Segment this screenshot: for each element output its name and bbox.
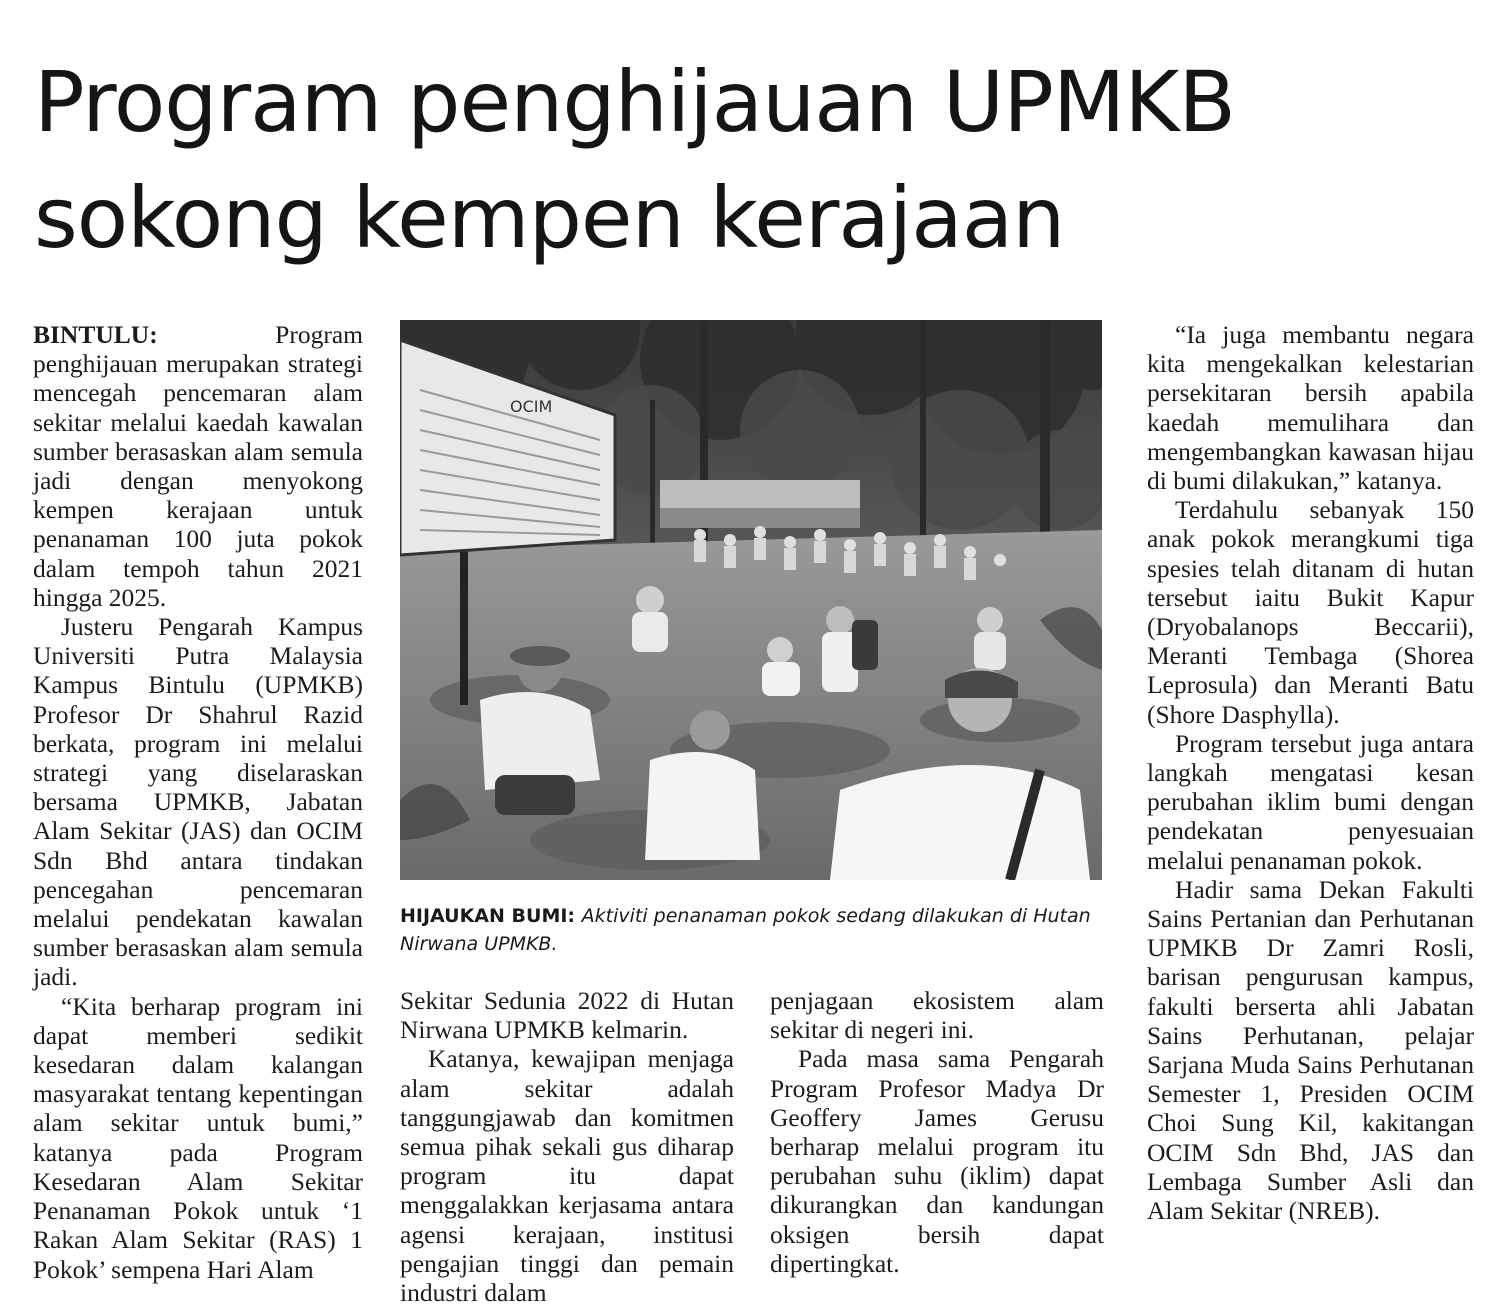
caption-label: HIJAUKAN BUMI:	[400, 905, 576, 927]
paragraph: “Kita berharap program ini dapat memberi sedikit kesedaran dalam kalangan masyarakat tentang kepentingan alam sekitar untuk bumi,” katanya pada Program Kesedaran Alam Sekitar Penanaman Pokok untuk ‘1 Rakan Alam Sekitar (RAS) 1 Pokok’ sempena Hari Alam	[33, 991, 363, 1284]
news-photo	[400, 320, 1102, 880]
paragraph: Terdahulu sebanyak 150 anak pokok merangkumi tiga spesies telah ditanam di hutan tersebut iaitu Bukit Kapur (Dryobalanops Beccarii), Meranti Tembaga (Shorea Leprosula) dan Meranti Batu (Shore Dasphylla).	[1147, 495, 1474, 729]
paragraph: Program tersebut juga antara langkah mengatasi kesan perubahan iklim bumi dengan pendekatan penyesuaian melalui penanaman pokok.	[1147, 728, 1474, 875]
sign-logo-text: OCIM	[510, 397, 553, 416]
headline-line-2: sokong kempen kerajaan	[34, 169, 1065, 267]
article-column-2	[400, 986, 734, 1307]
paragraph: Hadir sama Dekan Fakulti Sains Pertanian dan Perhutanan UPMKB Dr Zamri Rosli, barisan pengurusan kampus, fakulti berserta ahli Jabatan Sains Perhutanan, pelajar Sarjana Muda Sains Perhutanan Semester 1, Presiden OCIM Choi Sung Kil, kakitangan OCIM Sdn Bhd, JAS dan Lembaga Sumber Asli dan Alam Sekitar (NREB).	[1147, 874, 1474, 1226]
paragraph: Sekitar Sedunia 2022 di Hutan Nirwana UPMKB kelmarin.	[400, 986, 734, 1045]
paragraph: penjagaan ekosistem alam sekitar di negeri ini.	[770, 986, 1104, 1045]
paragraph: Justeru Pengarah Kampus Universiti Putra Malaysia Kampus Bintulu (UPMKB) Profesor Dr Shahrul Razid berkata, program ini melalui strategi yang diselaraskan bersama UPMKB, Jabatan Alam Sekitar (JAS) dan OCIM Sdn Bhd antara tindakan pencegahan pencemaran melalui pendekatan kawalan sumber berasaskan alam semula jadi.	[33, 612, 363, 992]
photo-caption	[400, 902, 1110, 958]
dateline: BINTULU:	[33, 320, 158, 349]
tree-planting-photo	[400, 320, 1102, 880]
paragraph-text: Program penghijauan merupakan strategi mencegah pencemaran alam sekitar melalui kaedah kawalan sumber berasaskan alam semula jadi dengan menyokong kempen kerajaan untuk penanaman 100 juta pokok dalam tempoh tahun 2021 hingga 2025.	[33, 320, 363, 612]
paragraph: “Ia juga membantu negara kita mengekalkan kelestarian persekitaran bersih apabila kaedah memulihara dan mengembangkan kawasan hijau di bumi dilakukan,” katanya.	[1147, 320, 1474, 496]
headline-line-1: Program penghijauan UPMKB	[34, 53, 1236, 151]
paragraph	[33, 320, 363, 612]
paragraph: Katanya, kewajipan menjaga alam sekitar adalah tanggungjawab dan komitmen semua pihak sekali gus diharap program itu dapat menggalakkan kerjasama antara agensi kerajaan, institusi pengajian tinggi dan pemain industri dalam	[400, 1044, 734, 1308]
article-column-4	[1147, 320, 1474, 1225]
article-column-3	[770, 986, 1104, 1278]
article-column-1	[33, 320, 363, 1284]
headline	[34, 44, 1474, 276]
paragraph: Pada masa sama Pengarah Program Profesor Madya Dr Geoffery James Gerusu berharap melalui program itu perubahan suhu (iklim) dapat dikurangkan dan kandungan oksigen bersih dapat dipertingkat.	[770, 1044, 1104, 1278]
caption-text: Aktiviti penanaman pokok sedang dilakukan di Hutan Nirwana UPMKB.	[400, 905, 1091, 955]
